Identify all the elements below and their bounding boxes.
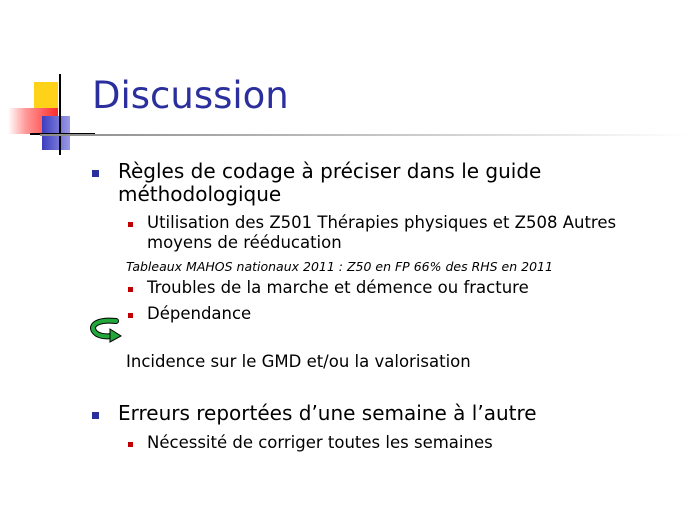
bullet-2-text: Erreurs reportées d’une semaine à l’autre [118,401,537,425]
sub-bullet-z501: Utilisation des Z501 Thérapies physiques et Z508 Autres moyens de rééducation [147,213,617,252]
mahos-note: Tableaux MAHOS nationaux 2011 : Z50 en FP 66% des RHS en 2011 [126,259,553,274]
slide-logo-icon [0,0,100,160]
bullet-marker [92,412,99,419]
sub-bullet-marker [128,313,133,318]
sub-bullet-corriger: Nécessité de corriger toutes les semaines [147,433,493,452]
sub-bullet-troubles: Troubles de la marche et démence ou fracture [147,278,529,297]
bullet-marker [92,170,99,177]
sub-bullet-marker [128,222,133,227]
curved-arrow-icon [88,313,124,343]
bullet-1-text: Règles de codage à préciser dans le guide méthodologique [118,159,542,206]
slide-title: Discussion [92,74,289,117]
sub-bullet-marker [128,287,133,292]
sub-bullet-marker [128,442,133,447]
incidence-text: Incidence sur le GMD et/ou la valorisation [126,352,471,371]
sub-bullet-dependance: Dépendance [147,304,252,323]
title-underline [40,134,689,136]
